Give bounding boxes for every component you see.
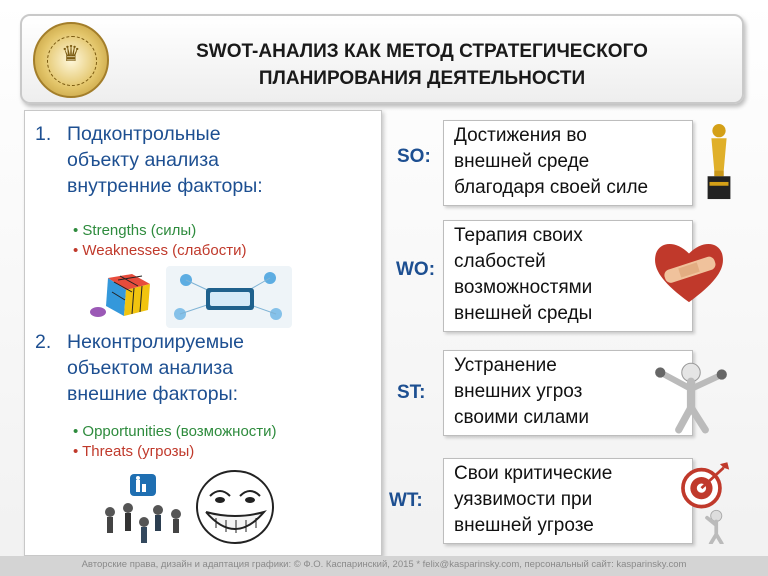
heading-line: Подконтрольные — [67, 123, 221, 145]
strategy-line: благодаря своей силе — [454, 177, 649, 198]
strategy-line: внешней среде — [454, 151, 590, 172]
target-arrow-figure-icon — [670, 460, 744, 544]
strategy-line: внешней угрозе — [454, 515, 594, 536]
strategy-box-so — [443, 120, 693, 206]
bullet-strengths: • Strengths (силы) — [73, 222, 197, 239]
item-number: 1. — [35, 123, 52, 145]
title-banner — [20, 14, 744, 104]
heading-line: внешние факторы: — [67, 383, 239, 405]
fighter-figure-icon — [650, 352, 732, 434]
strategy-line: Достижения во — [454, 125, 587, 146]
trophy-icon — [700, 120, 738, 204]
strategy-line: Устранение — [454, 355, 557, 376]
heading-line: Неконтролируемые — [67, 331, 245, 353]
strategy-line: возможностями — [454, 277, 593, 298]
external-factors-heading — [35, 329, 365, 409]
copyright-text: Авторские права, дизайн и адаптация графики: © Ф.О. Каспаринский, 2015 * felix@kasparinsky.com, персональный сайт: kasparinsky.com — [81, 559, 687, 570]
strategy-label-wo: WO: — [396, 259, 436, 280]
strategy-line: своими силами — [454, 407, 589, 428]
trollface-icon — [194, 466, 276, 548]
strategy-line: уязвимости при — [454, 489, 593, 510]
emblem-logo-icon — [33, 22, 109, 98]
strategy-label-so: SO: — [397, 146, 431, 167]
strategy-label-st: ST: — [397, 382, 426, 403]
heading-line: объекту анализа — [67, 149, 219, 171]
strategy-box-wt — [443, 458, 693, 544]
internal-factors-heading — [35, 121, 365, 201]
title-line-2: ПЛАНИРОВАНИЯ ДЕЯТЕЛЬНОСТИ — [258, 68, 586, 89]
strategy-line: Терапия своих — [454, 225, 583, 246]
page-title — [122, 38, 722, 92]
crown-icon: ♛ — [61, 41, 81, 66]
bullet-threats: • Threats (угрозы) — [73, 443, 195, 460]
title-line-1: SWOT-АНАЛИЗ КАК МЕТОД СТРАТЕГИЧЕСКОГО — [196, 41, 648, 62]
strategy-line: Свои критические — [454, 463, 613, 484]
strategy-line: внешних угроз — [454, 381, 583, 402]
footer-bar — [0, 556, 768, 576]
bandaged-heart-icon — [650, 238, 728, 306]
rubiks-cube-icon — [88, 272, 156, 320]
social-network-people-icon — [100, 472, 186, 546]
internet-of-things-cloud-icon — [166, 266, 292, 328]
heading-line: объектом анализа — [67, 357, 234, 379]
bullet-weaknesses: • Weaknesses (слабости) — [73, 242, 247, 259]
strategy-line: слабостей — [454, 251, 546, 272]
item-number: 2. — [35, 331, 52, 353]
heading-line: внутренние факторы: — [67, 175, 263, 197]
bullet-opportunities: • Opportunities (возможности) — [73, 423, 277, 440]
strategy-line: внешней среды — [454, 303, 593, 324]
strategy-label-wt: WT: — [389, 490, 423, 511]
